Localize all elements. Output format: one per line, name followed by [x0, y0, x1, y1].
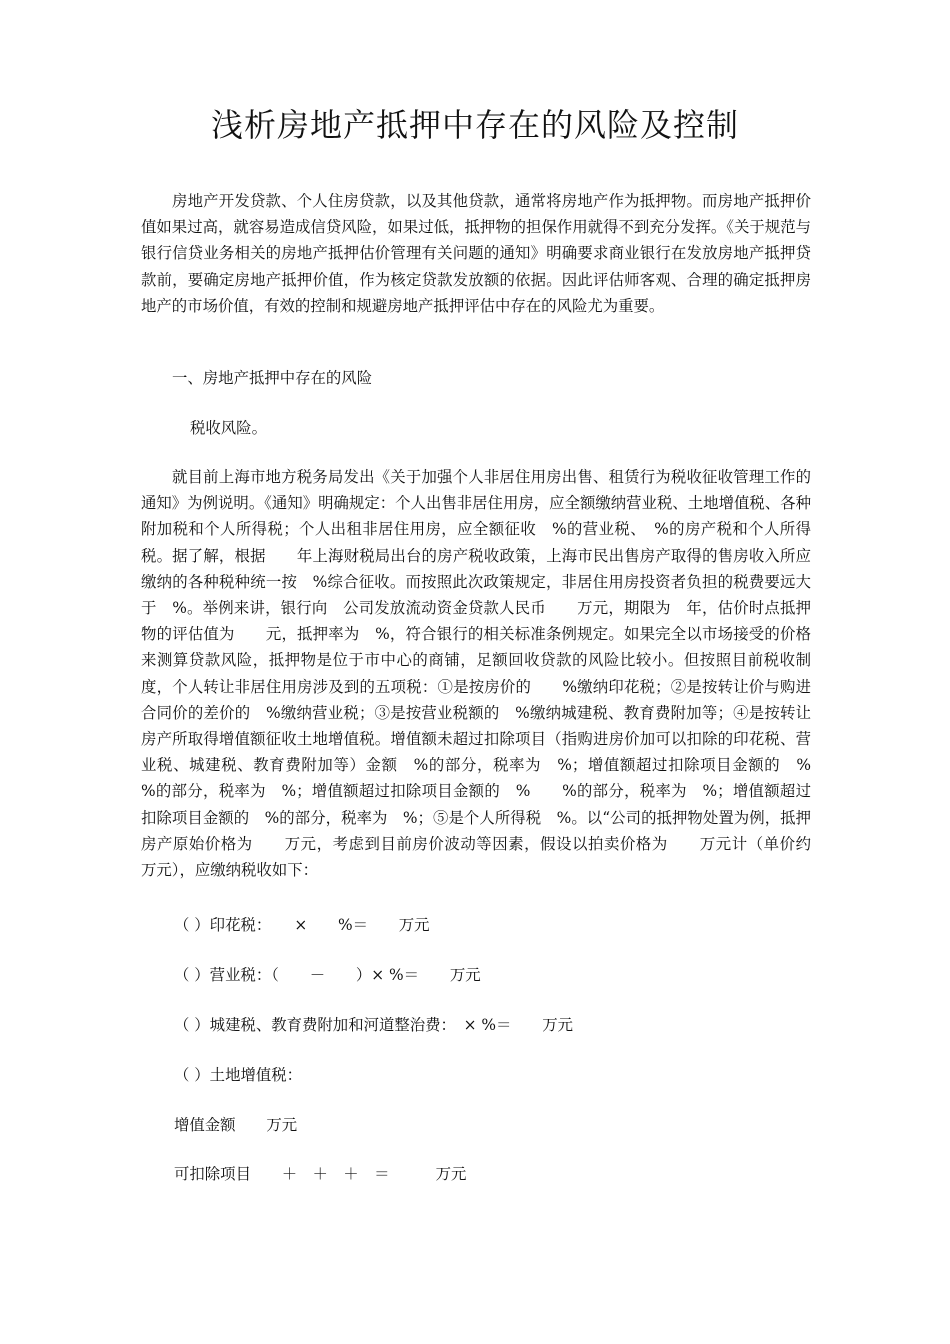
calc-line: 可扣除项目 ＋ ＋ ＋ ＝ 万元	[174, 1165, 467, 1183]
list-item: （ ）土地增值税：	[174, 1066, 303, 1084]
section-heading: 一、房地产抵押中存在的风险	[172, 369, 373, 387]
document-title: 浅析房地产抵押中存在的风险及控制	[210, 106, 739, 144]
calc-line: 增值金额 万元	[174, 1116, 298, 1134]
list-item: （ ）营业税：（ － ）× %＝ 万元	[174, 966, 481, 984]
list-item: （ ）城建税、教育费附加和河道整治费： × %＝ 万元	[174, 1016, 573, 1034]
body-paragraph: 就目前上海市地方税务局发出《关于加强个人非居住用房出售、租赁行为税收征收管理工作的通知》为例说明。《通知》明确规定：个人出售非居住用房，应全额缴纳营业税、土地增值税、各种附加税和个人所得税；个人出租非居住用房，应全额征收 %的营业税、 %的房产税和个人所得税。据了解，根据 年上海财税局出台的房产税收政策，上海市民出售房产取得的售房收入所应缴纳的各种税种统一按 %综合征收。而按照此次政策规定，非居住用房投资者负担的税费要远大于 %。举例来讲，银行向 公司发放流动资金贷款人民币 万元，期限为 年，估价时点抵押物的评估值为 元，抵押率为 %，符合银行的相关标准条例规定。如果完全以市场接受的价格来测算贷款风险，抵押物是位于市中心的商铺，足额回收贷款的风险比较小。但按照目前税收制度，个人转让非居住用房涉及到的五项税：①是按房价的 %缴纳印花税；②是按转让价与购进合同价的差价的 %缴纳营业税；③是按营业税额的 %缴纳城建税、教育费附加等；④是按转让房产所取得增值额征收土地增值税。增值额未超过扣除项目（指购进房价加可以扣除的印花税、营业税、城建税、教育费附加等）金额 %的部分，税率为 %；增值额超过扣除项目金额的 % %的部分，税率为 %；增值额超过扣除项目金额的 % %的部分，税率为 %；增值额超过扣除项目金额的 %的部分，税率为 %；⑤是个人所得税 %。以“公司的抵押物处置为例，抵押房产原始价格为 万元，考虑到目前房价波动等因素，假设以拍卖价格为 万元计（单价约 万元），应缴纳税收如下：	[141, 468, 842, 880]
subsection-heading: 税收风险。	[190, 419, 267, 437]
intro-paragraph: 房地产开发贷款、个人住房贷款，以及其他贷款，通常将房地产作为抵押物。而房地产抵押价值如果过高，就容易造成信贷风险，如果过低，抵押物的担保作用就得不到充分发挥。《关于规范与银行信贷业务相关的房地产抵押估价管理有关问题的通知》明确要求商业银行在发放房地产抵押贷款前，要确定房地产抵押价值，作为核定贷款发放额的依据。因此评估师客观、合理的确定抵押房地产的市场价值，有效的控制和规避房地产抵押评估中存在的风险尤为重要。	[141, 192, 811, 315]
list-item: （ ）印花税： × %＝ 万元	[174, 916, 430, 934]
